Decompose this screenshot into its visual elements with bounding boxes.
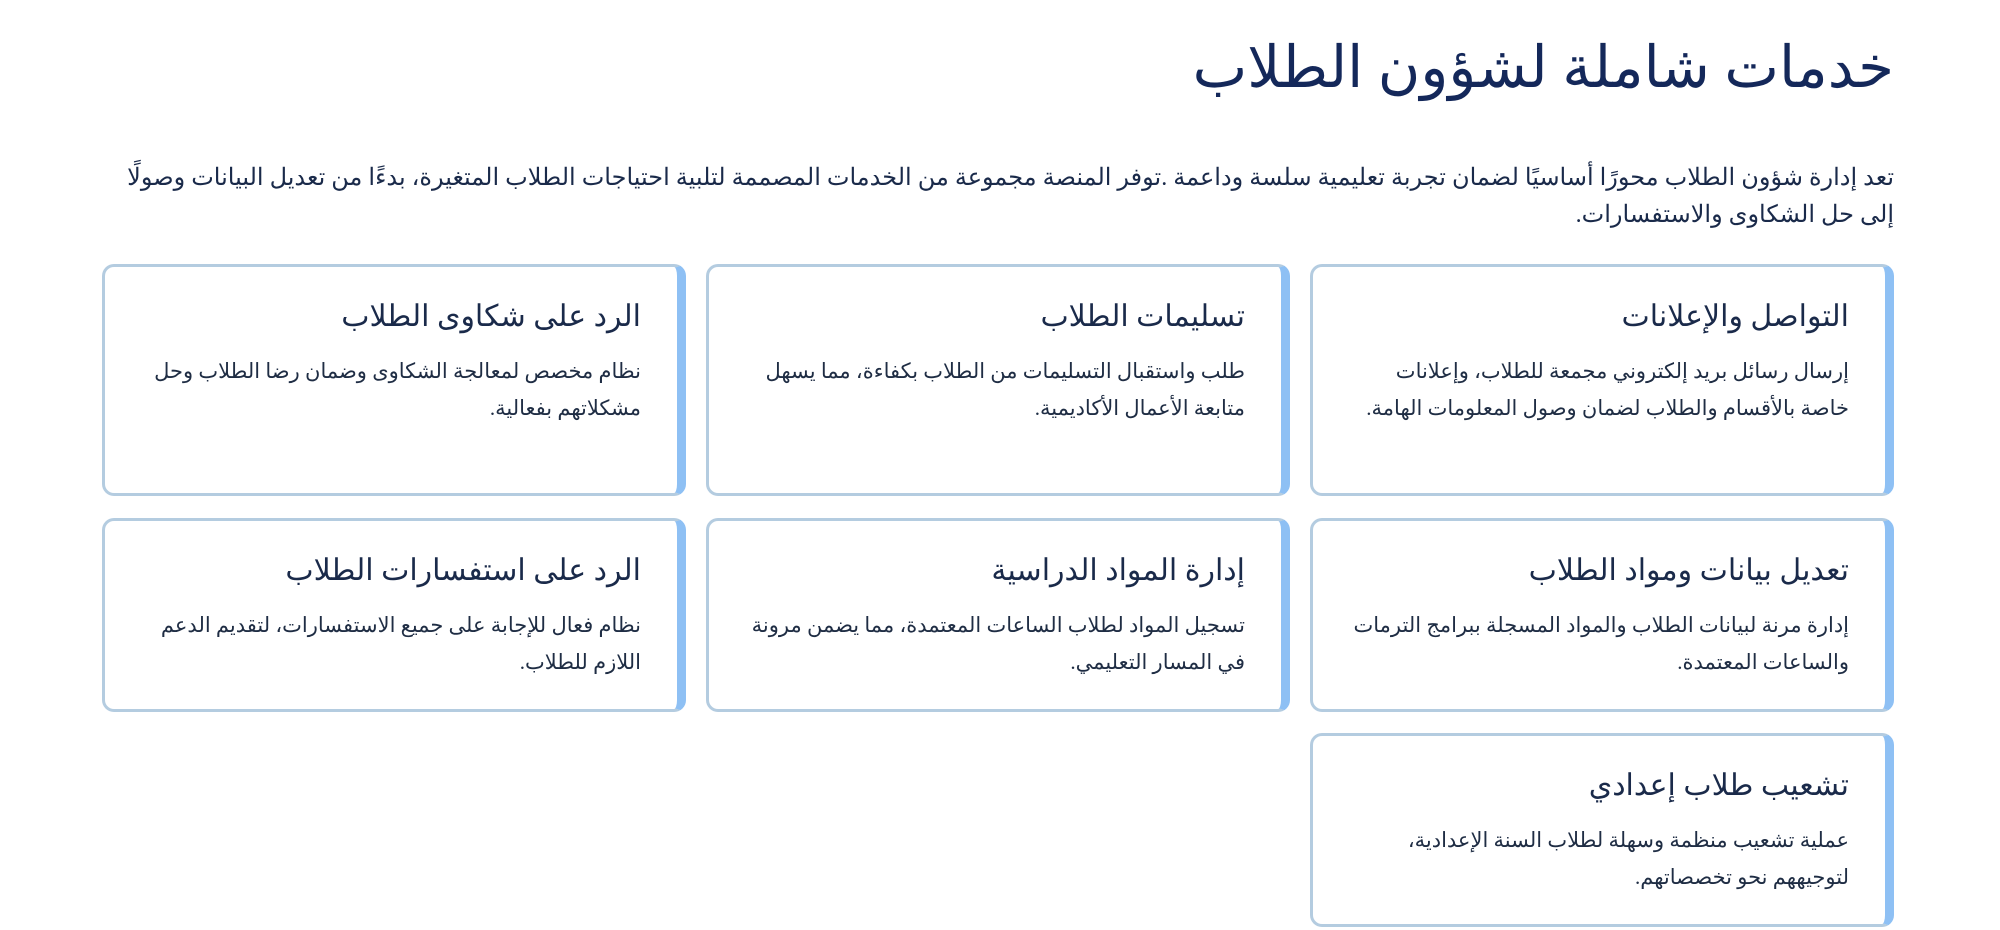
card-title: الرد على استفسارات الطلاب <box>285 554 641 587</box>
service-card-complaints[interactable] <box>102 264 686 496</box>
card-description: طلب واستقبال التسليمات من الطلاب بكفاءة، مما يسهل متابعة الأعمال الأكاديمية. <box>765 359 1245 420</box>
card-title: التواصل والإعلانات <box>1621 300 1849 333</box>
card-title: تسليمات الطلاب <box>1040 300 1245 333</box>
service-card-inquiries[interactable] <box>102 518 686 712</box>
service-card-student-data[interactable] <box>1310 518 1894 712</box>
card-description: تسجيل المواد لطلاب الساعات المعتمدة، مما يضمن مرونة في المسار التعليمي. <box>751 613 1245 674</box>
page-title: خدمات شاملة لشؤون الطلاب <box>1192 35 1894 100</box>
service-card-submissions[interactable] <box>706 264 1290 496</box>
card-description: إرسال رسائل بريد إلكتروني مجمعة للطلاب، وإعلانات خاصة بالأقسام والطلاب لضمان وصول المعلومات الهامة. <box>1366 359 1849 420</box>
card-description: عملية تشعيب منظمة وسهلة لطلاب السنة الإعدادية، لتوجيههم نحو تخصصاتهم. <box>1407 828 1849 889</box>
service-card-communication[interactable] <box>1310 264 1894 496</box>
intro-paragraph: تعد إدارة شؤون الطلاب محورًا أساسيًا لضمان تجربة تعليمية سلسة وداعمة .توفر المنصة مجموعة من الخدمات المصممة لتلبية احتياجات الطلاب المتغيرة، بدءًا من تعديل البيانات وصولًا إلى حل الشكاوى والاستفسارات. <box>127 165 1894 228</box>
service-card-prep-specialization[interactable] <box>1310 733 1894 927</box>
card-title: الرد على شكاوى الطلاب <box>341 300 641 333</box>
card-description: نظام مخصص لمعالجة الشكاوى وضمان رضا الطلاب وحل مشكلاتهم بفعالية. <box>154 359 641 420</box>
card-title: تعديل بيانات ومواد الطلاب <box>1528 554 1849 587</box>
card-title: تشعيب طلاب إعدادي <box>1588 769 1849 802</box>
card-description: نظام فعال للإجابة على جميع الاستفسارات، لتقديم الدعم اللازم للطلاب. <box>160 613 641 674</box>
service-card-courses[interactable] <box>706 518 1290 712</box>
card-title: إدارة المواد الدراسية <box>991 554 1245 587</box>
card-description: إدارة مرنة لبيانات الطلاب والمواد المسجلة ببرامج الترمات والساعات المعتمدة. <box>1353 613 1849 674</box>
